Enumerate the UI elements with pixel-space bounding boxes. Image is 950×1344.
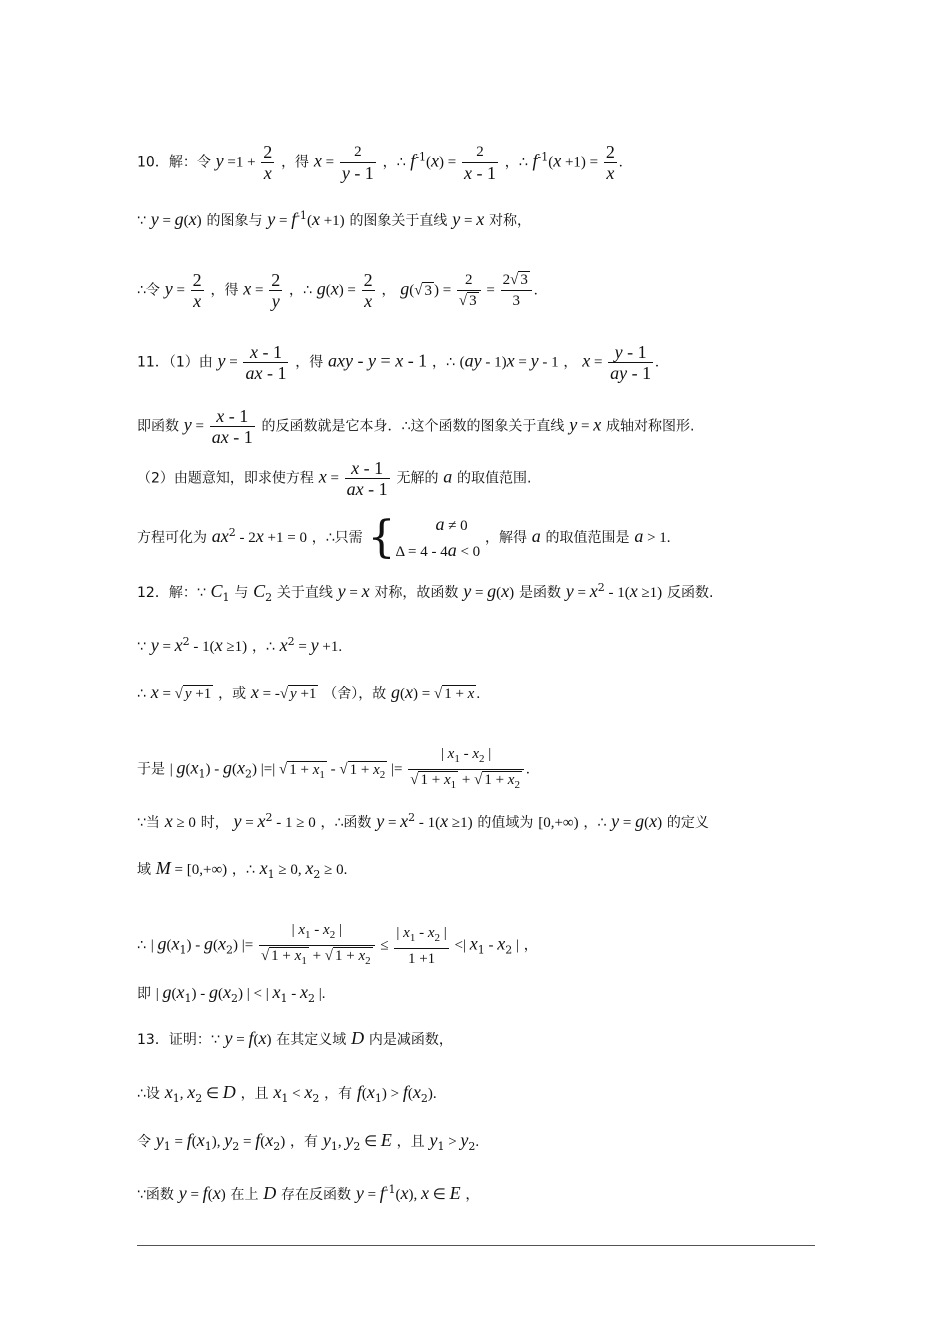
solution-13-line-4: ∵函数 y = f(x) 在上 D 存在反函数 $y = f^{-1}(x)$, x ∈ E ，: [137, 1183, 480, 1203]
solution-12-line-2: ∵ $y = x^2 - 1(x \ge 1)$ ，∴ $x^2 = y +1$.: [137, 635, 343, 655]
solution-12-line-7: ∴ | $g(x_1) - g(x_2)$ |= $\frac{| x_1 - x_2 |}{√ 1 + x_1 + √ 1 + x_2}$ ≤ $\frac{| x_1 - x_2 |}{1 +1}$ <| $x_1 - x_2$ | ，: [137, 922, 538, 967]
solution-12-line-1: 12．解：∵ $C_1$ 与 $C_2$ 关于直线 y = x 对称，故函数 y = g(x) 是函数 $y = x^2 - 1(x \ge 1)$ 反函数.: [137, 581, 714, 604]
solution-11-line-2: 即函数 y = $\frac{x - 1}{ax - 1}$ 的反函数就是它本身．∴这个函数的图象关于直线 y = x 成轴对称图形.: [137, 406, 695, 447]
solution-12-line-3: ∴ x = √ y +1 ，或 x = -√ y +1 （舍），故 g(x) = √ 1 + x .: [137, 682, 481, 702]
solution-12-line-5: ∵当 x ≥ 0 时， $y = x^2 - 1 \ge 0$ ，∴函数 $y = x^2 - 1(x \ge 1)$ 的值域为 [0,+∞) ，∴ y = g(x) 的定义: [137, 811, 709, 831]
solution-10-line-1: 10．解：令 y =1 + $\frac{2}{x}$ ，得 x = $\frac{2}{y - 1}$ ，∴ $f^{-1}(x)$ = $\frac{2}{x - 1}$ ，∴ $f^{-1}(x +1)$ = $\frac{2}{x}$ .: [137, 142, 623, 183]
solution-12-line-8: 即 | $g(x_1) - g(x_2)$ | < | $x_1 - x_2$ |.: [137, 982, 326, 1005]
solution-10-line-2: ∵ y = g(x) 的图象与 $y = f^{-1}(x +1)$ 的图象关于直线 y = x 对称，: [137, 209, 531, 229]
problem-10-label: 10．解：令: [137, 154, 211, 171]
problem-13-label: 13．证明：∵: [137, 1032, 220, 1048]
solution-13-line-2: ∴设 $x_1$, $x_2$ ∈ D ，且 $x_1 < x_2$ ，有 $f(x_1) > f(x_2)$.: [137, 1082, 437, 1105]
solution-11-part-2: （2）由题意知，即求使方程 x = $\frac{x - 1}{ax - 1}$ 无解的 a 的取值范围.: [137, 458, 532, 499]
solution-12-line-6: 域 M = [0,+∞) ，∴ $x_1 \ge 0$, $x_2 \ge 0$.: [137, 858, 348, 881]
solution-10-line-3: ∴令 y = $\frac{2}{x}$ ，得 x = $\frac{2}{y}$ ，∴ g(x) = $\frac{2}{x}$ ， g(√ 3 ) = $\frac{2}{√ 3}$ = $\frac{2√ 3}{3}$ .: [137, 270, 538, 311]
solution-13-line-1: 13．证明：∵ y = f(x) 在其定义域 D 内是减函数，: [137, 1028, 453, 1048]
solution-13-line-3: 令 $y_1 = f(x_1)$, $y_2 = f(x_2)$ ，有 $y_1$, $y_2$ ∈ E ，且 $y_1 > y_2$.: [137, 1130, 480, 1153]
footer-rule: [137, 1245, 815, 1246]
solution-11-part-3: 方程可化为 $ax^2 - 2x +1 = 0$ ，∴只需 { a ≠ 0 Δ = 4 - 4a < 0 ，解得 a 的取值范围是 a > 1.: [137, 512, 671, 563]
solution-11-line-1: 11．（1）由 y = $\frac{x - 1}{ax - 1}$ ，得 axy - y = x - 1 ，∴ (ay - 1)x = y - 1 ， x = $\frac{y - 1}{ay - 1}$ .: [137, 342, 659, 383]
solution-12-line-4: 于是 | $g(x_1) - g(x_2)$ |=| √ $1 + x_1$ - √ $1 + x_2$ |= $\frac{| x_1 - x_2 |}{√ 1 + x_1 + √ 1 + x_2}$ .: [137, 746, 530, 791]
problem-11-label: 11．（1）由: [137, 354, 213, 371]
problem-12-label: 12．解：∵: [137, 585, 206, 601]
